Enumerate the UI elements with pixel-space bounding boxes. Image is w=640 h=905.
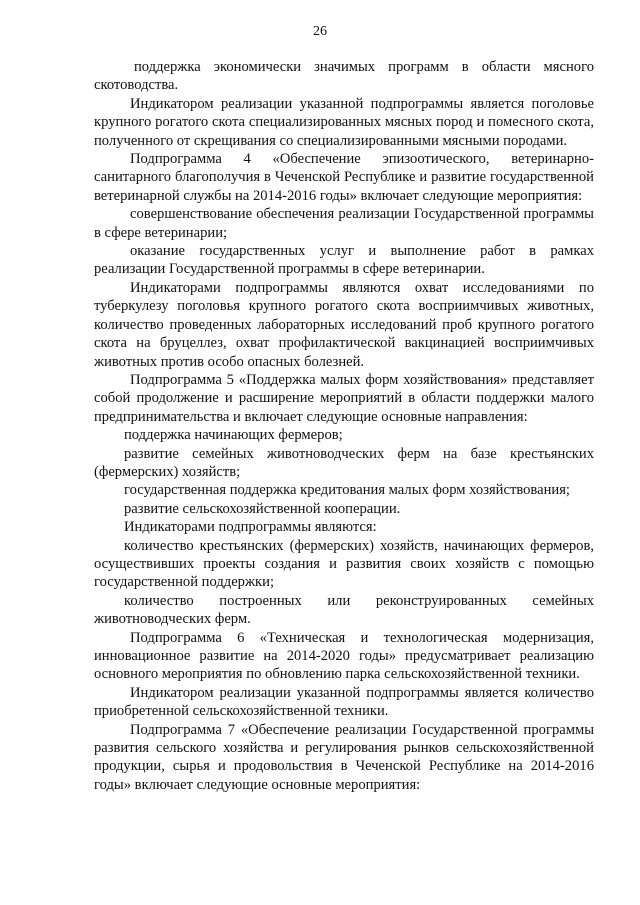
paragraph-veterinary-improvement: совершенствование обеспечения реализации Государственной программы в сфере ветеринарии; [94, 206, 594, 241]
paragraph-subprogram-4-indicators: Индикаторами подпрограммы являются охват исследованиями по туберкулезу поголовья крупного рогатого скота восприимчивых животных, количество проведенных лабораторных исследований проб крупного рогатого скота на бруцеллез, охват профилактической вакцинацией восприимчивых животных против особо опасных болезней. [94, 279, 594, 370]
paragraph-family-farms: развитие семейных животноводческих ферм на базе крестьянских (фермерских) хозяйств; [94, 445, 594, 480]
page-number: 26 [313, 24, 327, 39]
paragraph-subprogram-5-intro: Подпрограмма 5 «Поддержка малых форм хозяйствования» представляет собой продолжение и расширение мероприятий в области поддержки малого предпринимательства и включает следующие основные направления: [94, 371, 594, 425]
paragraph-credit-support: государственная поддержка кредитования малых форм хозяйствования; [124, 482, 570, 499]
paragraph-meat-cattle-support: поддержка экономически значимых программ в области мясного скотоводства. [94, 59, 594, 94]
paragraph-farm-count-indicator: количество крестьянских (фермерских) хозяйств, начинающих фермеров, осуществивших проекты создания и развития своих хозяйств с помощью государственной поддержки; [94, 537, 594, 591]
paragraph-subprogram-6-intro: Подпрограмма 6 «Техническая и технологическая модернизация, инновационное развитие на 2014-2020 годы» предусматривает реализацию основного мероприятия по обновлению парка сельскохозяйственной техники. [94, 629, 594, 683]
paragraph-veterinary-services: оказание государственных услуг и выполнение работ в рамках реализации Государственной программы в сфере ветеринарии. [94, 243, 594, 278]
paragraph-subprogram-7-intro: Подпрограмма 7 «Обеспечение реализации Государственной программы развития сельского хозяйства и регулирования рынков сельскохозяйственной продукции, сырья и продовольствия в Чеченской Республике на 2014-2016 годы» включает следующие основные мероприятия: [94, 721, 594, 793]
paragraph-subprogram-6-indicator: Индикатором реализации указанной подпрограммы является количество приобретенной сельскохозяйственной техники. [94, 684, 594, 720]
paragraph-cooperation: развитие сельскохозяйственной кооперации. [124, 500, 401, 517]
paragraph-subprogram-3-indicator: Индикатором реализации указанной подпрограммы является поголовье крупного рогатого скота специализированных мясных пород и помесного скота, полученного от скрещивания со специализированными мясными породами. [94, 95, 594, 149]
paragraph-subprogram-4-intro: Подпрограмма 4 «Обеспечение эпизоотического, ветеринарно-санитарного благополучия в Чеченской Республике и развитие государственной ветеринарной службы на 2014-2016 годы» включает следующие мероприятия: [94, 151, 594, 204]
paragraph-beginning-farmers: поддержка начинающих фермеров; [124, 427, 343, 444]
document-body [94, 58, 594, 794]
paragraph-built-farms-indicator: количество построенных или реконструированных семейных животноводческих ферм. [94, 592, 594, 628]
paragraph-subprogram-5-indicators-title: Индикаторами подпрограммы являются: [124, 519, 377, 536]
